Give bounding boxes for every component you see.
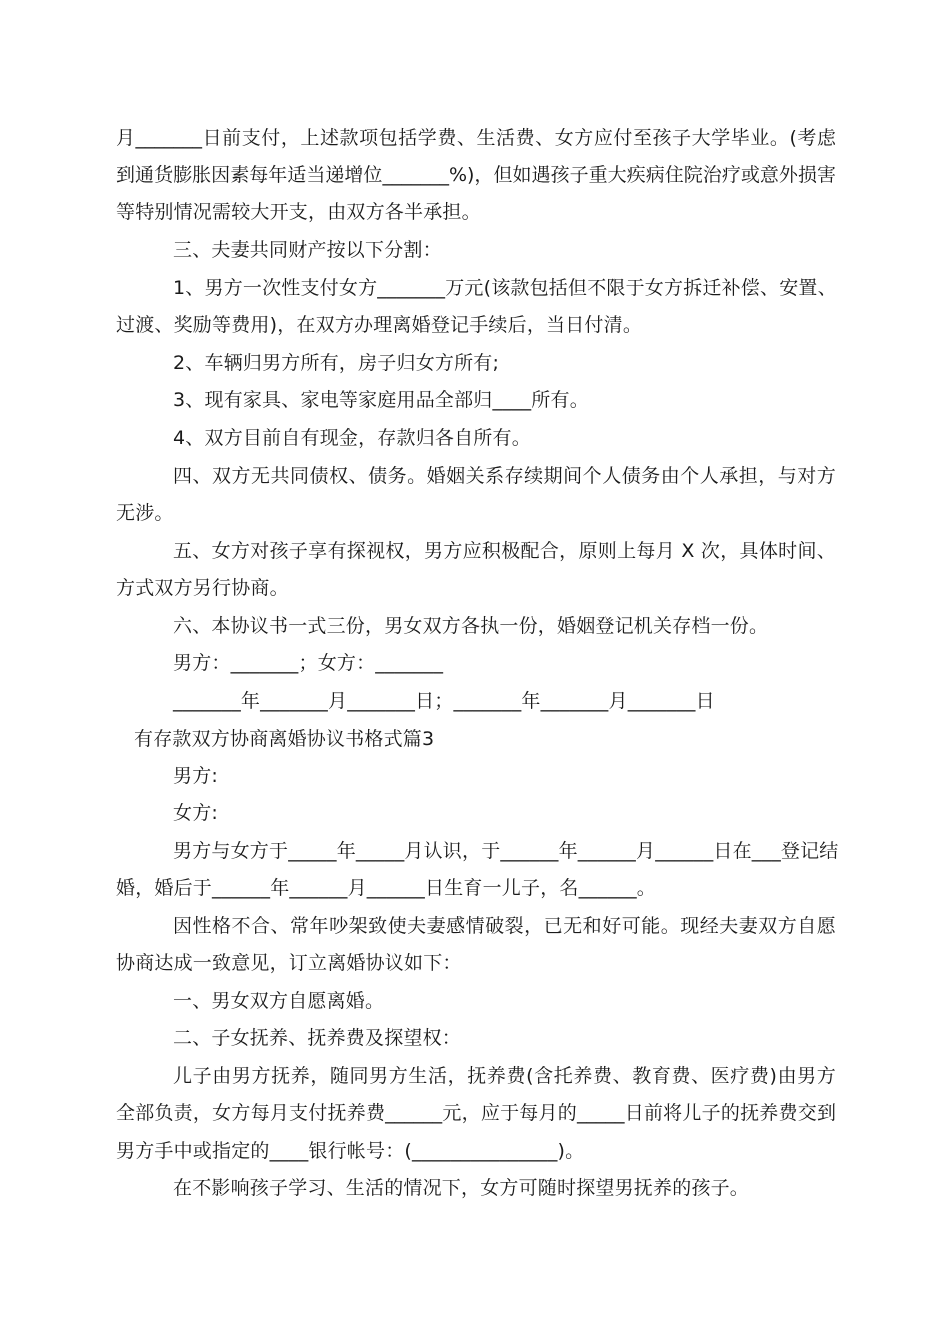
date-line: _______年_______月_______日；_______年_______月_______日 — [173, 690, 715, 712]
body-text-line: 全部负责，女方每月支付抚养费______元，应于每月的_____日前将儿子的抚养费交到 — [116, 1102, 836, 1124]
body-text-line: 因性格不合、常年吵架致使夫妻感情破裂，已无和好可能。现经夫妻双方自愿 — [173, 915, 836, 937]
body-text-line: 4、双方目前自有现金，存款归各自所有。 — [173, 427, 531, 449]
body-text-line: 1、男方一次性支付女方_______万元(该款包括但不限于女方拆迁补偿、安置、 — [173, 277, 837, 299]
body-text-line: 无涉。 — [116, 502, 174, 524]
section-heading: 一、男女双方自愿离婚。 — [173, 990, 385, 1012]
body-text-line: 3、现有家具、家电等家庭用品全部归____所有。 — [173, 389, 589, 411]
section-heading: 六、本协议书一式三份，男女双方各执一份，婚姻登记机关存档一份。 — [173, 615, 769, 637]
party-label: 男方: — [173, 765, 219, 787]
section-heading: 二、子女抚养、抚养费及探望权： — [173, 1027, 462, 1049]
body-text-line: 儿子由男方抚养，随同男方生活，抚养费(含托养费、教育费、医疗费)由男方 — [173, 1065, 836, 1087]
party-label: 女方: — [173, 802, 219, 824]
body-text-line: 男方与女方于_____年_____月认识，于______年______月______日在___登记结 — [173, 840, 839, 862]
body-text-line: 婚，婚后于______年______月______日生育一儿子，名______。 — [116, 877, 657, 899]
body-text-line: 方式双方另行协商。 — [116, 577, 289, 599]
body-text-line: 到通货膨胀因素每年适当递增位_______%)，但如遇孩子重大疾病住院治疗或意外损害 — [116, 164, 836, 186]
body-text-line: 协商达成一致意见，订立离婚协议如下： — [116, 952, 462, 974]
body-text-line: 2、车辆归男方所有，房子归女方所有; — [173, 352, 500, 374]
body-text-line: 等特别情况需较大开支，由双方各半承担。 — [116, 201, 481, 223]
section-heading: 三、夫妻共同财产按以下分割： — [173, 239, 442, 261]
body-text-line: 月_______日前支付，上述款项包括学费、生活费、女方应付至孩子大学毕业。(考虑 — [116, 127, 836, 149]
section-heading: 五、女方对孩子享有探视权，男方应积极配合，原则上每月 X 次，具体时间、 — [173, 540, 836, 562]
signature-line: 男方：_______；女方：_______ — [173, 652, 444, 674]
body-text-line: 过渡、奖励等费用)，在双方办理离婚登记手续后，当日付清。 — [116, 314, 643, 336]
document-title: 有存款双方协商离婚协议书格式篇3 — [134, 728, 435, 750]
section-heading: 四、双方无共同债权、债务。婚姻关系存续期间个人债务由个人承担，与对方 — [173, 465, 836, 487]
body-text-line: 男方手中或指定的____银行帐号：(_______________)。 — [116, 1140, 585, 1162]
body-text-line: 在不影响孩子学习、生活的情况下，女方可随时探望男抚养的孩子。 — [173, 1177, 750, 1199]
